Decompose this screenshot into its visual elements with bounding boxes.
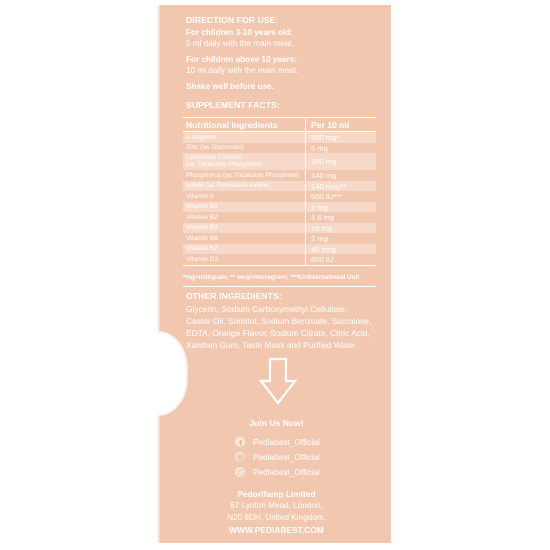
ingredient-name: Vitamin B6 [186,234,218,242]
ingredient-amount: 600 IU*** [311,192,343,201]
directions-group1-text: 5 ml daily with the main meal. [186,39,294,48]
web-icon [235,467,245,477]
other-ingredients-title: OTHER INGREDIENTS: [186,291,282,301]
product-label-panel [158,5,391,543]
table-row [183,233,376,244]
ingredient-amount: 10 mg [311,223,333,233]
directions-group2-text: 10 ml daily with the main meal. [186,66,298,75]
col-per-10ml-header: Per 10 ml [311,120,350,130]
ingredient-amount: 140 mg [311,171,337,180]
ingredient-amount: 1.6 mg [311,213,335,222]
table-row [183,212,376,223]
directions-group2-head: For children above 10 years: [186,55,298,64]
table-row [183,132,376,143]
ingredient-name: Vitamin D3 [186,255,219,263]
ingredient-name: Zinc (as Gluconate) [186,144,244,151]
social-instagram[interactable] [235,452,320,462]
table-row [183,191,376,202]
directions-group1-head: For children 3-10 years old: [186,28,293,37]
table-row [183,202,376,213]
ingredient-name: Vitamin B2 [186,213,218,221]
other-ingredients-line: Castor Oil, Sorbitol, Sodium Benzoate, Sucralose, [186,316,372,326]
ingredient-amount: 5 mg [311,143,328,153]
ingredient-name: Phosphorus (as Tricalcium Phosphate) [186,171,300,179]
divider [183,286,376,287]
ingredient-name: Vitamin B3 [186,224,218,231]
ingredient-name: Vitamin B1 [186,203,218,210]
table-row [183,181,376,192]
shake-note: Shake well before use. [186,82,274,91]
social-handle: Pediabest_Official [253,452,320,462]
social-facebook[interactable] [235,437,320,447]
company-address-line1: 67 Lynton Mead, London, [230,501,323,510]
other-ingredients-line: Glycerin, Sodium Carboxymethyl Cellulose, [186,304,348,314]
ingredient-amount: 140 mcg** [311,181,347,191]
supplement-title: SUPPLEMENT FACTS: [186,100,280,110]
ingredient-amount: 2 mg [311,202,328,212]
table-row [183,223,376,234]
table-row [183,254,376,265]
table-row [183,143,376,154]
company-website-link[interactable]: WWW.PEDIABEST.COM [229,525,324,535]
table-row [183,244,376,255]
social-web[interactable] [235,467,320,477]
supplement-table [183,117,376,266]
ingredient-amount: 40 mcg [311,244,336,254]
facebook-icon [235,437,245,447]
ingredient-name: Vitamin A [186,192,214,200]
ingredient-name: L-Arginine [186,133,217,141]
social-handle: Pediabest_Official [253,437,320,447]
ingredient-name: Liposomal Calcium (as Tricalcium Phosphate) [186,154,263,168]
down-arrow-icon [258,357,298,407]
ingredient-name: Vitamin K2 [186,245,218,252]
table-row [183,153,376,170]
company-name: Pedorifamp Limited [237,489,316,499]
join-us-title: Join Us Now! [249,418,304,428]
company-address-line2: N20 8DH, United Kingdom. [227,513,326,522]
ingredient-amount: 240 mg [311,157,337,166]
other-ingredients-line: EDTA, Orange Flavor, Sodium Citrate, Citric Acid, [186,328,370,338]
ingredient-amount: 800 IU [311,255,334,264]
other-ingredients-line: Xanthan Gum, Taste Mask and Purified Water. [186,340,358,350]
col-ingredients-header: Nutritional Ingredients [186,120,278,130]
ingredient-amount: 500 mg* [311,133,340,142]
ingredient-amount: 2 mg [311,234,328,243]
units-footnote: *mg=milligram; ** mcg=microgram; ***IU=International Unit [183,274,360,281]
directions-title: DIRECTION FOR USE: [186,15,279,25]
social-handle: Pediabest_Official [253,467,320,477]
instagram-icon [235,452,245,462]
supplement-table-header [183,118,376,132]
table-row [183,170,376,181]
ingredient-name: Iodide (as Potassium Iodide) [186,182,270,189]
